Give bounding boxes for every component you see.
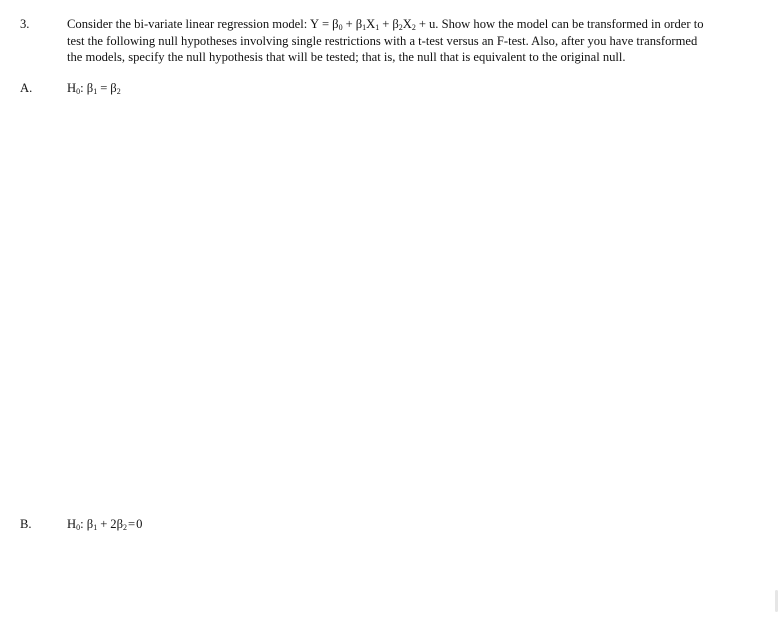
- question-number: 3.: [20, 17, 30, 31]
- question-lead: Consider the bi-variate linear regression model:: [67, 17, 310, 31]
- question-tail: . Show how the model can be transformed in order to: [435, 17, 704, 31]
- part-b-hypothesis: $H_0$: $\beta_1 + 2\beta_2=0$: [67, 517, 143, 532]
- model-equation: $Y = \beta_0 + \beta_1X_1 + \beta_2X_2 + u$: [309, 17, 436, 32]
- question-line-3: the models, specify the null hypothesis that will be tested; that is, the null that is equivalent to the original null.: [67, 50, 626, 64]
- part-b-label: B.: [20, 517, 32, 531]
- part-a-label: A.: [20, 81, 33, 95]
- part-a-hypothesis: $H_0$: $\beta_1 = \beta_2$: [67, 81, 121, 96]
- question-line-2: test the following null hypotheses involving single restrictions with a t-test versus an F-test. Also, after you have transformed: [67, 33, 698, 48]
- question-text: [67, 16, 757, 66]
